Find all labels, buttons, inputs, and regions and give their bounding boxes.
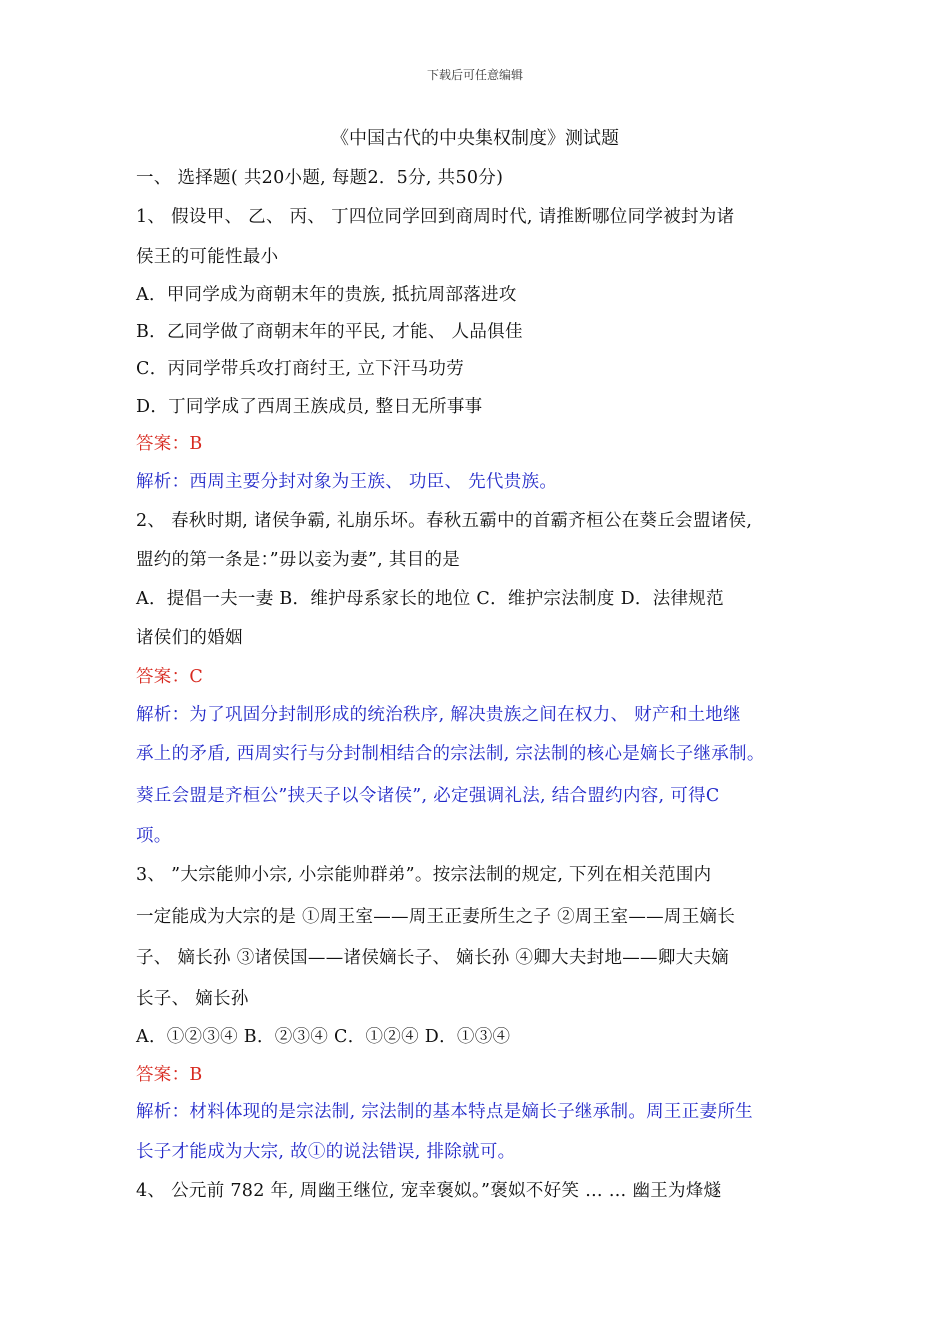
question-2-analysis-line-1: 解析：为了巩固分封制形成的统治秩序, 解决贵族之间在权力、 财产和土地继 [136, 705, 741, 725]
question-2-analysis-line-2: 承上的矛盾, 西周实行与分封制相结合的宗法制, 宗法制的核心是嫡长子继承制。 [136, 744, 765, 764]
question-2-answer: 答案：C [136, 667, 204, 687]
question-1-stem-line-1: 1、 假设甲、 乙、 丙、 丁四位同学回到商周时代, 请推断哪位同学被封为诸 [136, 207, 735, 227]
section-heading: 一、 选择题( 共20小题, 每题2．5分, 共50分) [136, 168, 504, 188]
question-2-options-line-2: 诸侯们的婚姻 [136, 628, 243, 648]
question-4-stem-line-1: 4、 公元前 782 年, 周幽王继位, 宠幸褒姒。”褒姒不好笑 … … 幽王为烽燧 [136, 1181, 722, 1201]
question-2-stem-line-1: 2、 春秋时期, 诸侯争霸, 礼崩乐坏。春秋五霸中的首霸齐桓公在葵丘会盟诸侯, [136, 511, 753, 531]
question-2-analysis-line-3: 葵丘会盟是齐桓公”挟天子以令诸侯”, 必定强调礼法, 结合盟约内容, 可得C [136, 786, 720, 806]
question-3-answer: 答案：B [136, 1065, 203, 1085]
question-2-analysis-line-4: 项。 [136, 826, 172, 846]
document-title: 《中国古代的中央集权制度》测试题 [331, 128, 619, 149]
question-1-stem-line-2: 侯王的可能性最小 [136, 247, 279, 267]
question-1-analysis: 解析：西周主要分封对象为王族、 功臣、 先代贵族。 [136, 472, 558, 492]
question-3-analysis-line-2: 长子才能成为大宗, 故①的说法错误, 排除就可。 [136, 1142, 516, 1162]
question-2-options-line-1: A．提倡一夫一妻 B．维护母系家长的地位 C．维护宗法制度 D．法律规范 [136, 589, 724, 609]
question-3-stem-line-4: 长子、 嫡长孙 [136, 989, 249, 1009]
question-1-answer: 答案：B [136, 434, 203, 454]
question-3-options: A．①②③④ B．②③④ C．①②④ D．①③④ [136, 1027, 511, 1047]
question-1-option-a: A．甲同学成为商朝末年的贵族, 抵抗周部落进攻 [136, 285, 517, 305]
question-1-option-d: D．丁同学成了西周王族成员, 整日无所事事 [136, 397, 483, 417]
question-3-stem-line-1: 3、 ”大宗能帅小宗, 小宗能帅群弟”。按宗法制的规定, 下列在相关范围内 [136, 865, 712, 885]
question-3-analysis-line-1: 解析：材料体现的是宗法制, 宗法制的基本特点是嫡长子继承制。周王正妻所生 [136, 1102, 753, 1122]
question-1-option-c: C．丙同学带兵攻打商纣王, 立下汗马功劳 [136, 359, 465, 379]
question-2-stem-line-2: 盟约的第一条是：”毋以妾为妻”, 其目的是 [136, 550, 461, 570]
question-1-option-b: B．乙同学做了商朝末年的平民, 才能、 人品俱佳 [136, 322, 523, 342]
header-note: 下载后可任意编辑 [426, 68, 523, 82]
question-3-stem-line-2: 一定能成为大宗的是 ①周王室——周王正妻所生之子 ②周王室——周王嫡长 [136, 907, 736, 927]
question-3-stem-line-3: 子、 嫡长孙 ③诸侯国——诸侯嫡长子、 嫡长孙 ④卿大夫封地——卿大夫嫡 [136, 948, 730, 968]
